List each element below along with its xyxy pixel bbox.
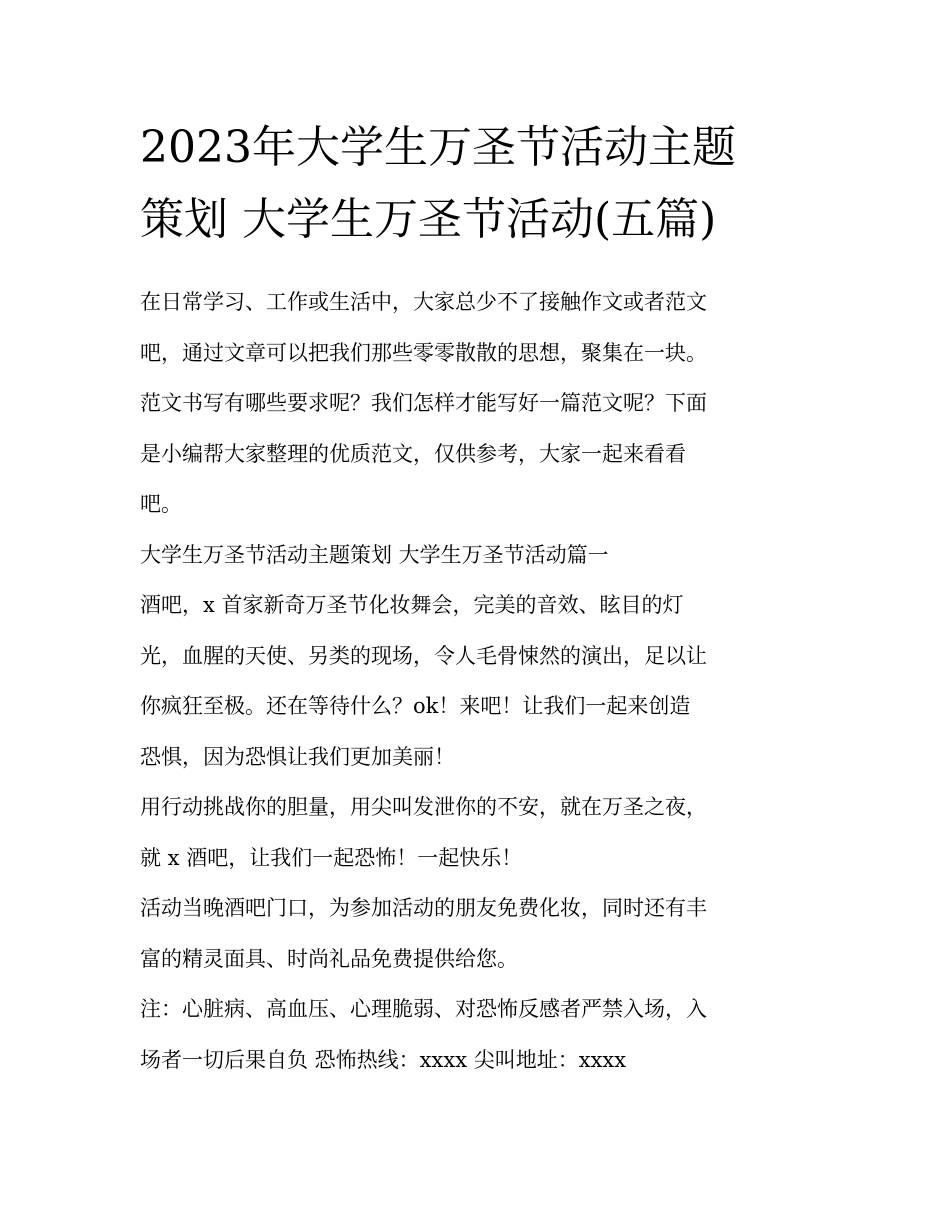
body-line: 吧。 [140,492,182,516]
body-line: 你疯狂至极。还在等待什么？ok！来吧！让我们一起来创造 [140,694,691,718]
body-line: 注：心脏病、高血压、心理脆弱、对恐怖反感者严禁入场，入 [140,997,707,1021]
body-line: 活动当晚酒吧门口，为参加活动的朋友免费化妆，同时还有丰 [140,896,707,920]
body-line: 场者一切后果自负 恐怖热线：xxxx 尖叫地址：xxxx [140,1047,627,1072]
title-line-1: 2023年大学生万圣节活动主题 [140,122,736,173]
body-line: 恐惧，因为恐惧让我们更加美丽！ [140,744,455,769]
section-heading: 大学生万圣节活动主题策划 大学生万圣节活动篇一 [140,542,609,567]
document-title [140,112,820,256]
body-line: 是小编帮大家整理的优质范文，仅供参考，大家一起来看看 [140,441,686,466]
document-body [140,277,820,1085]
body-line: 酒吧，x 首家新奇万圣节化妆舞会，完美的音效、眩目的灯 [140,593,684,617]
body-line: 范文书写有哪些要求呢？我们怎样才能写好一篇范文呢？下面 [140,391,707,415]
body-line: 用行动挑战你的胆量，用尖叫发泄你的不安，就在万圣之夜， [140,795,707,819]
body-line: 就 x 酒吧，让我们一起恐怖！一起快乐！ [140,845,523,870]
body-line: 富的精灵面具、时尚礼品免费提供给您。 [140,946,518,971]
body-line: 吧，通过文章可以把我们那些零零散散的思想，聚集在一块。 [140,340,707,365]
body-line: 光，血腥的天使、另类的现场，令人毛骨悚然的演出，足以让 [140,643,707,668]
body-line: 在日常学习、工作或生活中，大家总少不了接触作文或者范文 [140,290,707,314]
title-line-2: 策划 大学生万圣节活动(五篇) [140,194,717,245]
